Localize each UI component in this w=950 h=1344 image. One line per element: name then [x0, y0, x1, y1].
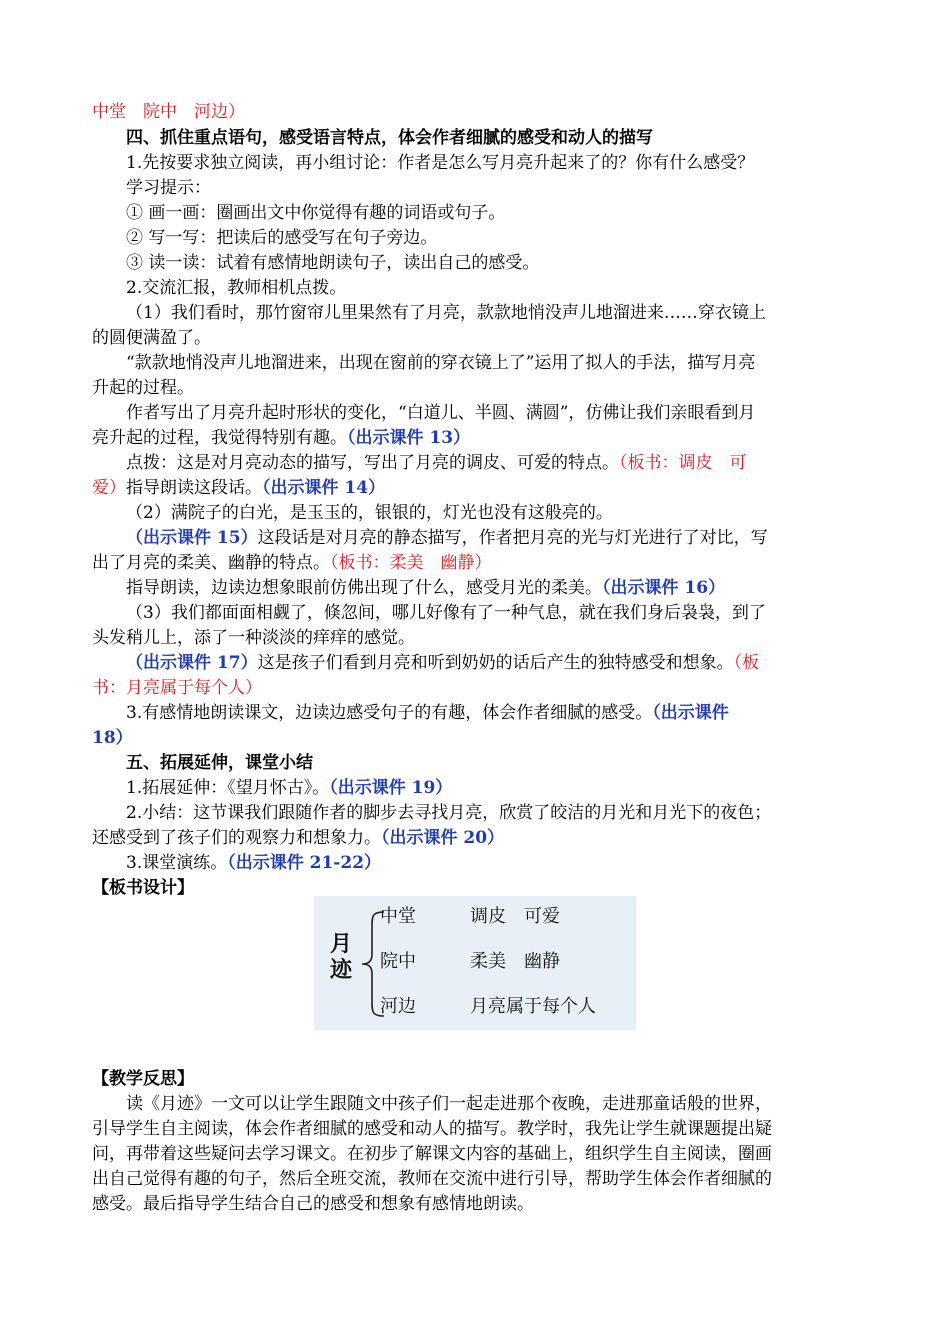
hint-line-2: 爱）指导朗读这段话。（出示课件 14） [92, 478, 386, 498]
step-2: 2.交流汇报，教师相机点拨。 [126, 278, 347, 298]
reflection-line-3: 问，再带着这些疑问去学习课文。在初步了解课文内容的基础上，组织学生自主阅读，圈画 [92, 1144, 772, 1164]
board-note-1: （板书：调皮 可 [619, 453, 747, 473]
reflection-line-2: 引导学生自主阅读，体会作者细腻的感受和动人的描写。教学时，我先让学生就课题提出疑 [92, 1119, 772, 1139]
summary-line-2: 还感受到了孩子们的观察力和想象力。（出示课件 20） [92, 828, 505, 848]
step-3: 3.有感情地朗读课文，边读边感受句子的有趣，体会作者细腻的感受。（出示课件 [126, 703, 729, 723]
analysis-1-line-2: 升起的过程。 [92, 378, 194, 398]
board-continuation: 中堂 院中 河边） [92, 102, 245, 122]
quote-1-line-1: （1）我们看时，那竹窗帘儿里果然有了月亮，款款地悄没声儿地溜进来……穿衣镜上 [126, 303, 766, 323]
slide-ref-14: （出示课件 14） [262, 478, 386, 498]
board-desc-3: 月亮属于每个人 [470, 996, 596, 1017]
reflection-line-5: 感受。最后指导学生结合自己的感受和想象有感情地朗读。 [92, 1194, 534, 1214]
slide-ref-16: （出示课件 16） [602, 578, 726, 598]
guide-reading: 指导朗读，边读边想象眼前仿佛出现了什么，感受月光的柔美。（出示课件 16） [126, 578, 726, 598]
reflection-heading: 【教学反思】 [92, 1069, 194, 1089]
analysis-1-line-1: “款款地悄没声儿地溜进来，出现在窗前的穿衣镜上了”运用了拟人的手法，描写月亮 [126, 353, 756, 373]
board-design [314, 896, 636, 1030]
board-place-3: 河边 [380, 996, 416, 1017]
study-tips-label: 学习提示： [126, 178, 211, 198]
board-desc-1: 调皮 可爱 [470, 906, 560, 927]
analysis-4-line-1: （出示课件 17）这是孩子们看到月亮和听到奶奶的话后产生的独特感受和想象。（板 [126, 653, 760, 673]
quote-1-line-2: 的圆便满盈了。 [92, 328, 211, 348]
analysis-3-line-2: 出了月亮的柔美、幽静的特点。（板书：柔美 幽静） [92, 553, 492, 573]
analysis-2-line-2: 亮升起的过程，我觉得特别有趣。（出示课件 13） [92, 428, 471, 448]
practice: 3.课堂演练。（出示课件 21-22） [126, 853, 382, 873]
board-design-heading: 【板书设计】 [92, 878, 194, 898]
quote-3-line-1: （3）我们都面面相觑了，倏忽间，哪儿好像有了一种气息，就在我们身后袅袅，到了 [126, 603, 766, 623]
analysis-3-line-1: （出示课件 15）这段话是对月亮的静态描写，作者把月亮的光与灯光进行了对比，写 [126, 528, 768, 548]
extension: 1.拓展延伸：《望月怀古》。（出示课件 19） [126, 778, 453, 798]
board-note-3: 书：月亮属于每个人） [92, 678, 262, 698]
board-title: 月迹 [330, 932, 353, 983]
tip-draw: ① 画一画：圈画出文中你觉得有趣的词语或句子。 [126, 203, 506, 223]
slide-ref-18: 18） [92, 728, 133, 748]
board-note-2: （板书：柔美 幽静） [330, 553, 492, 573]
section-heading-5: 五、拓展延伸，课堂小结 [126, 753, 313, 773]
tip-write: ② 写一写：把读后的感受写在句子旁边。 [126, 228, 438, 248]
reflection-line-4: 出自己觉得有趣的句子，然后全班交流，教师在交流中进行引导，帮助学生体会作者细腻的 [92, 1169, 772, 1189]
section-heading-4: 四、抓住重点语句，感受语言特点，体会作者细腻的感受和动人的描写 [126, 128, 653, 148]
slide-ref-17: （出示课件 17） [126, 653, 258, 673]
summary-line-1: 2.小结：这节课我们跟随作者的脚步去寻找月亮，欣赏了皎洁的月光和月光下的夜色； [126, 803, 772, 823]
quote-2: （2）满院子的白光，是玉玉的，银银的，灯光也没有这般亮的。 [126, 503, 613, 523]
slide-ref-15: （出示课件 15） [126, 528, 258, 548]
step-1: 1.先按要求独立阅读，再小组讨论：作者是怎么写月亮升起来了的？你有什么感受？ [126, 153, 755, 173]
board-place-2: 院中 [380, 951, 416, 972]
tip-read: ③ 读一读：试着有感情地朗读句子，读出自己的感受。 [126, 253, 540, 273]
analysis-2-line-1: 作者写出了月亮升起时形状的变化，“白道儿、半圆、满圆”，仿佛让我们亲眼看到月 [126, 403, 756, 423]
board-desc-2: 柔美 幽静 [470, 951, 560, 972]
slide-ref-20: （出示课件 20） [381, 828, 505, 848]
board-place-1: 中堂 [380, 906, 416, 927]
quote-3-line-2: 头发稍儿上，添了一种淡淡的痒痒的感觉。 [92, 628, 415, 648]
slide-ref-19: （出示课件 19） [329, 778, 453, 798]
slide-ref-21-22: （出示课件 21-22） [227, 853, 382, 873]
reflection-line-1: 读《月迹》一文可以让学生跟随文中孩子们一起走进那个夜晚，走进那童话般的世界， [126, 1094, 772, 1114]
hint-line-1: 点拨：这是对月亮动态的描写，写出了月亮的调皮、可爱的特点。（板书：调皮 可 [126, 453, 747, 473]
slide-ref-13: （出示课件 13） [347, 428, 471, 448]
